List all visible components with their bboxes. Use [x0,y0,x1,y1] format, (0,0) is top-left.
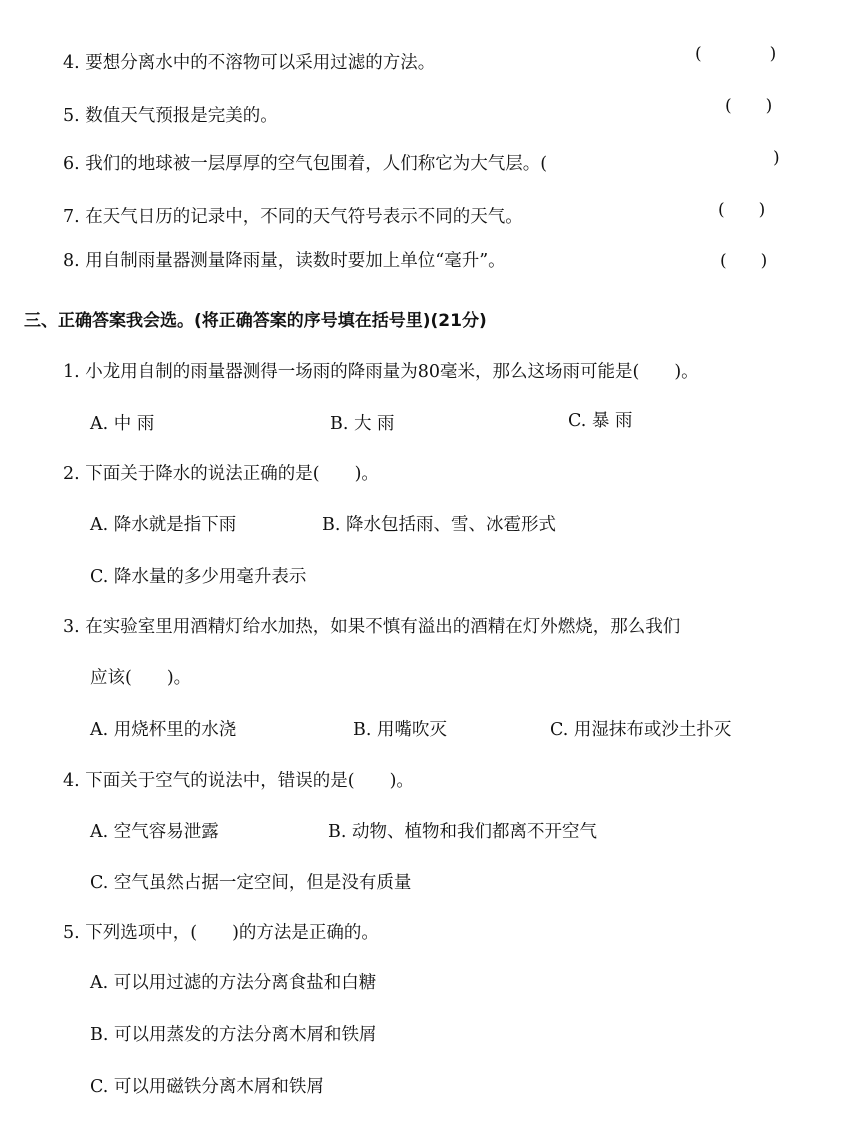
question-2-option-a[interactable]: A. 降水就是指下雨 [90,515,237,535]
judgement-item-8: 8. 用自制雨量器测量降雨量，读数时要加上单位“毫升”。 [63,251,506,271]
question-1-option-a[interactable]: A. 中 雨 [90,414,155,434]
answer-paren-6[interactable]: ) [773,148,780,168]
question-3-stem: 3. 在实验室里用酒精灯给水加热，如果不慎有溢出的酒精在灯外燃烧，那么我们 [63,617,681,637]
question-1-stem: 1. 小龙用自制的雨量器测得一场雨的降雨量为80毫米，那么这场雨可能是( )。 [63,362,699,382]
answer-paren-7[interactable]: ( ) [718,200,766,220]
answer-paren-4[interactable]: ( ) [695,44,777,64]
question-3-option-c[interactable]: C. 用湿抹布或沙土扑灭 [550,720,732,740]
judgement-item-5: 5. 数值天气预报是完美的。 [63,106,278,126]
judgement-item-4: 4. 要想分离水中的不溶物可以采用过滤的方法。 [63,53,436,73]
question-4-option-c[interactable]: C. 空气虽然占据一定空间，但是没有质量 [90,873,412,893]
answer-paren-8[interactable]: ( ) [720,251,768,271]
question-1-option-c[interactable]: C. 暴 雨 [568,411,633,431]
judgement-item-6: 6. 我们的地球被一层厚厚的空气包围着，人们称它为大气层。( [63,154,548,174]
section-3-heading: 三、正确答案我会选。(将正确答案的序号填在括号里)(21分) [24,311,487,331]
judgement-item-7: 7. 在天气日历的记录中，不同的天气符号表示不同的天气。 [63,207,523,227]
question-2-option-c[interactable]: C. 降水量的多少用毫升表示 [90,567,307,587]
question-4-stem: 4. 下面关于空气的说法中，错误的是( )。 [63,771,414,791]
question-4-option-a[interactable]: A. 空气容易泄露 [90,822,219,842]
question-5-stem: 5. 下列选项中，( )的方法是正确的。 [63,923,379,943]
question-5-option-a[interactable]: A. 可以用过滤的方法分离食盐和白糖 [90,973,377,993]
question-1-option-b[interactable]: B. 大 雨 [330,414,395,434]
question-3-option-b[interactable]: B. 用嘴吹灭 [353,720,447,740]
question-3-option-a[interactable]: A. 用烧杯里的水浇 [90,720,237,740]
question-5-option-b[interactable]: B. 可以用蒸发的方法分离木屑和铁屑 [90,1025,377,1045]
question-5-option-c[interactable]: C. 可以用磁铁分离木屑和铁屑 [90,1077,324,1097]
question-2-option-b[interactable]: B. 降水包括雨、雪、冰雹形式 [322,515,556,535]
question-2-stem: 2. 下面关于降水的说法正确的是( )。 [63,464,379,484]
answer-paren-5[interactable]: ( ) [725,96,773,116]
question-4-option-b[interactable]: B. 动物、植物和我们都离不开空气 [328,822,597,842]
question-3-stem-cont: 应该( )。 [90,668,192,688]
